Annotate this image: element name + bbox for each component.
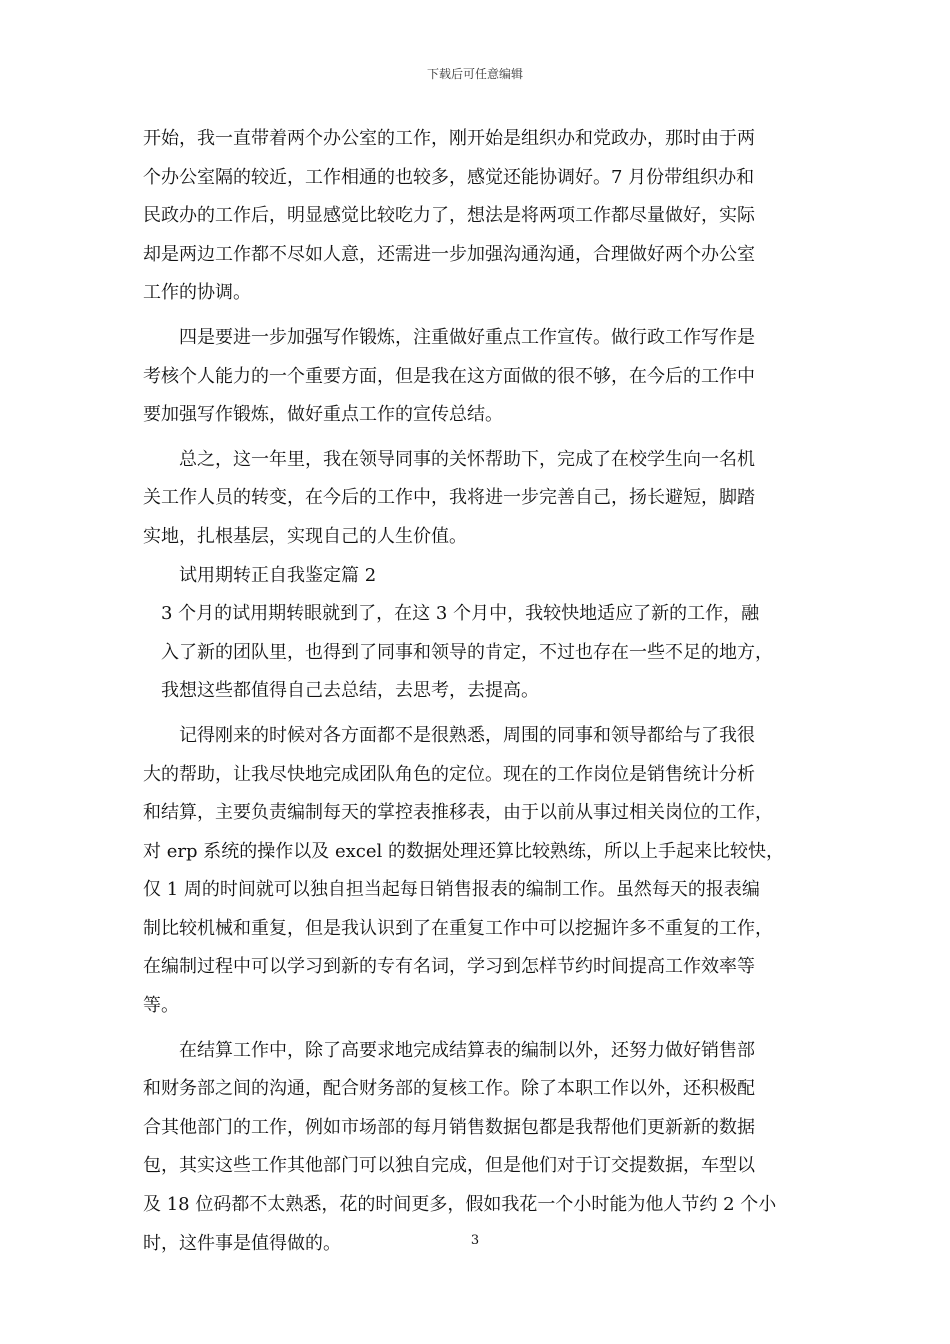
text-line: 和财务部之间的沟通，配合财务部的复核工作。除了本职工作以外，还积极配	[143, 1078, 755, 1100]
text-line: 在编制过程中可以学习到新的专有名词，学习到怎样节约时间提高工作效率等	[143, 956, 755, 978]
text-line: 个办公室隔的较近，工作相通的也较多，感觉还能协调好。7 月份带组织办和	[143, 166, 755, 188]
text-line: 仅 1 周的时间就可以独自担当起每日销售报表的编制工作。虽然每天的报表编	[143, 879, 760, 901]
text-line: 时，这件事是值得做的。	[143, 1232, 341, 1254]
text-line: 记得刚来的时候对各方面都不是很熟悉，周围的同事和领导都给与了我很	[143, 724, 755, 746]
text-line: 包，其实这些工作其他部门可以独自完成，但是他们对于订交提数据，车型以	[143, 1155, 755, 1177]
text-line: 总之，这一年里，我在领导同事的关怀帮助下，完成了在校学生向一名机	[143, 448, 755, 470]
section-heading: 试用期转正自我鉴定篇 2	[143, 564, 377, 586]
text-line: 却是两边工作都不尽如人意，还需进一步加强沟通沟通，合理做好两个办公室	[143, 243, 755, 265]
text-line: 大的帮助，让我尽快地完成团队角色的定位。现在的工作岗位是销售统计分析	[143, 763, 755, 785]
text-line: 等。	[143, 995, 179, 1017]
text-line: 实地，扎根基层，实现自己的人生价值。	[143, 525, 467, 547]
text-line: 关工作人员的转变，在今后的工作中，我将进一步完善自己，扬长避短，脚踏	[143, 487, 755, 509]
text-line: 3 个月的试用期转眼就到了，在这 3 个月中，我较快地适应了新的工作，融	[143, 603, 760, 625]
text-line: 入了新的团队里，也得到了同事和领导的肯定，不过也存在一些不足的地方，	[143, 641, 773, 663]
text-line: 及 18 位码都不太熟悉，花的时间更多，假如我花一个小时能为他人节约 2 个小	[143, 1194, 777, 1216]
text-line: 合其他部门的工作，例如市场部的每月销售数据包都是我帮他们更新新的数据	[143, 1116, 755, 1138]
text-line: 四是要进一步加强写作锻炼，注重做好重点工作宣传。做行政工作写作是	[143, 326, 755, 348]
text-line: 和结算，主要负责编制每天的掌控表推移表，由于以前从事过相关岗位的工作，	[143, 802, 773, 824]
header-note: 下载后可任意编辑	[426, 67, 523, 81]
document-body	[143, 120, 811, 1263]
text-line: 民政办的工作后，明显感觉比较吃力了，想法是将两项工作都尽量做好，实际	[143, 205, 755, 227]
text-line: 工作的协调。	[143, 282, 251, 304]
page-number: 3	[470, 1233, 480, 1248]
text-line: 在结算工作中，除了高要求地完成结算表的编制以外，还努力做好销售部	[143, 1039, 755, 1061]
text-line: 考核个人能力的一个重要方面，但是我在这方面做的很不够，在今后的工作中	[143, 365, 755, 387]
text-line: 对 erp 系统的操作以及 excel 的数据处理还算比较熟练，所以上手起来比较快，	[143, 840, 784, 862]
text-line: 开始，我一直带着两个办公室的工作，刚开始是组织办和党政办，那时由于两	[143, 128, 755, 149]
text-line: 制比较机械和重复，但是我认识到了在重复工作中可以挖掘许多不重复的工作，	[143, 917, 773, 939]
text-line: 要加强写作锻炼，做好重点工作的宣传总结。	[143, 404, 503, 426]
text-line: 我想这些都值得自己去总结，去思考，去提高。	[143, 680, 539, 702]
